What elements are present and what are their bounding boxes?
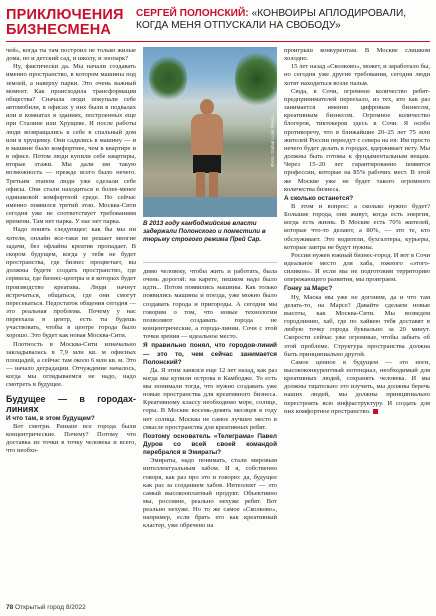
section-rubric (6, 7, 124, 38)
rubric-line-1: ПРИКЛЮЧЕНИЯ (6, 7, 124, 23)
article-photo (143, 47, 277, 217)
paragraph: Плотность в Москва-Сити изначально закладывалась в 7,9 млн кв. м офисных площадей, а сейчас там около 6 млн кв. м. Это — начало деградации. Отчуждение началось, когда мы оглядываемся не надо, надо смотреть в будущее. (6, 340, 136, 389)
palm-tree-shape (235, 49, 277, 109)
paragraph: России нужен южный бизнес-город. И вот в Сочи идеальное место для хаба, южного «этого-силикон». И если мы не подготовим территорию опережающего развития, мы проиграем. (284, 251, 430, 284)
interviewer-question: Поэтому основатель «Телеграма» Павел Дуров со всей своей командой перебрался в Эмираты? (143, 432, 277, 457)
page-footer (6, 604, 86, 611)
caption-divider (143, 262, 277, 263)
photo-caption: В 2013 году камбоджийские власти задержали Полонского и поместили в тюрьму строгого режима Прей Сар. (143, 220, 266, 243)
text-column-3 (284, 47, 430, 416)
paragraph: Сюда, в Сочи, огромное количество ребят-предпринимателей переехало, из тех, кто как раз занимается именно цифровым бизнесом, креативным бизнесом. Огромное количество блогеров, тиктокеров здесь в Сочи. Я особо противоречу, что в ближайшие 20–25 лет 75 млн жителей России переедут с севера на юг. Им просто нечего будет делать в городах, вдерживает нету. Мы должны быть готовы к фундаментальным вещам. Через 15–20 лет гарантированно появятся профессии, которые на 85% рабочих мест. В этой же Москве уже не будет такого огромного количества бизнеса. (284, 87, 430, 193)
paragraph: чей», когда ты там построил не только жилые дома, но и детский сад, и школу, и зоопарк? (6, 47, 136, 63)
text-column-2 (143, 268, 277, 531)
paragraph: Эмираты, надо понимать, стали мировым интеллектуальным хабом. И я, собственно говоря, как раз про это и говорю: да, будущее как раз за созданием хабов. Интеллект — это самый высокооплатный продукт. Объективно мы, россияне, реально нехуже ребят. Вот реально нехуже. Но то же самое «Сколково», например, если брать его как креативный кластер, уже обречено на (143, 457, 277, 530)
magazine-issue: Открытый город 8/2022 (15, 604, 86, 611)
end-mark-icon (373, 409, 378, 414)
palm-tree-shape (149, 53, 187, 103)
interviewer-question: И что там, в этом будущем? (6, 414, 95, 422)
header-divider (6, 41, 430, 42)
paragraph: Самое ценное в будущем — это ноги, высококонкурентный потенциал, необходимый для креативных людей, сохранять человека. И мы должны тщательно это изучить, мы должны беречь наших людей, мы должны принципиально перестроить всю инфраструктуру. И создать для них комфортное пространство. (284, 358, 430, 415)
paragraph: димо человеку, чтобы жить и работать, была очень дорогой: на карете, пешком надо было идти... Потом появились машины. Как только появились машины и поезда, уже можно было создавать города и пригороды. А сегодня мы говорим о том, что новые технологии позволяют создавать города не концентрические, а города-линии. Сочи с этой точки зрения — идеальное место. (143, 268, 277, 341)
paragraph: Ну, Маска мы уже не догоним, да и что там делать-то, на Марсе? Давайте сделаем новые высоты, как Москва-Сити. Мы возведем городлинию, хаб, где по хайвею тебя доставят в любую точку города буквально за 20 минут. Скорости сейчас уже огромные, чтобы забыть об этой проблеме. Структура пространства должна быть принципиально другой. (284, 293, 430, 358)
interviewer-question: А сколько останется? (284, 194, 354, 202)
section-subheading: Будущее — в городах-линиях (6, 393, 136, 414)
paragraph: Да. Я этим занялся еще 12 лет назад, как раз когда мы купили острова в Камбодже. То есть мы понимали тогда, что нужно создавать уже новые пространства для креативного бизнеса. Креативному классу необходимо море, солнце, горы. В Москве восемь-девять месяцев в году нет солнца. Москва не самое лучшее место в смысле пространства для креативных ребят. (143, 366, 277, 431)
quote-author: СЕРГЕЙ ПОЛОНСКИЙ: (136, 8, 249, 19)
quote-text: «КОНВОИРЫ АПЛОДИРОВАЛИ, КОГДА МЕНЯ ОТПУСКАЛИ НА СВОБОДУ» (136, 8, 407, 31)
interviewer-question: Я правильно понял, что городов-линий — это то, чем сейчас занимается Полонский? (143, 342, 277, 366)
text-column-1 (6, 47, 136, 455)
person-figure (187, 99, 227, 211)
paragraph: Надо понять следующее: как бы мы ни хотели, онлайн все-таки не решает многие задачи, без офлайна креатив пропадает. В скором будущем, когда у тебя не будет пространства, где бизнес процветает, вы должны будете создать пространство, где сервисы, где бизнес-центры и в которых будет производство креатива. Люди начнут встречаться, общаться, где они смогут пересекаться. Недостаток общения сегодня — это реальная проблема. Почему у нас переехала в центр, есть ты будешь участвовать, чтобы в центре города было хорошо. Это будет как новая Москва-Сити. (6, 226, 136, 340)
headline-quote (136, 8, 428, 31)
photo-credit: Фото: Global Look Press (270, 116, 275, 167)
page-number: 78 (6, 604, 14, 611)
paragraph: Вот смотри. Раньше все города были концентрические. Почему? Потому что доставка из точки в точку человека и всего, что необхо- (6, 422, 136, 455)
interviewer-question: Гонку за Марс? (284, 285, 333, 293)
pool-shape (143, 197, 277, 217)
paragraph: Ну, фактически да. Мы начали создавать именно пространство, в котором машины под землей, а наверху парки. Это очень важный момент. Как происходила трансформация общества? Сначала люди покупали себе автомобили, в офисах у них были в подвалах или в комнатах в зданиях, построенных еще при Сталине или Хрущеве. И после работы люди возвращались к себе в спальный дом или в хрущевку. Они садились в машину — и в машине было комфортнее, чем в квартире и в офисе. Потом люди купили себе квартиры, вторые этажи. Мы дали им такую возможность — прежде всего было нечего. Третьим этапом люди уже сделали себе офисы. Они стали находиться в более-менее одинаковой комфортной среде. Но сейчас именно появился третий этап. Москва-Сити сегодня уже не соответствует требованиям времени. Там нет парка. У нас нет парка. (6, 63, 136, 226)
paragraph: В этом и вопрос: а сколько нужно будет? Большие города, они живут, когда есть энергия, когда есть жизнь. В Москве есть 70% жителей, которые что-то делают, а 80%, — это те, кто обслуживает. Это водители, бухгалтеры, курьеры, которые завтра не будут нужны. (284, 202, 430, 251)
paragraph: проигрыш конкурентам. В Москве слишком холодно. (284, 47, 430, 63)
rubric-line-2: БИЗНЕСМЕНА (6, 22, 112, 38)
paragraph: 15 лет назад «Сколково», может, и заработало бы, но сегодня уже другие требования, сегодня люди хотят находиться возле пальм. (284, 63, 430, 87)
